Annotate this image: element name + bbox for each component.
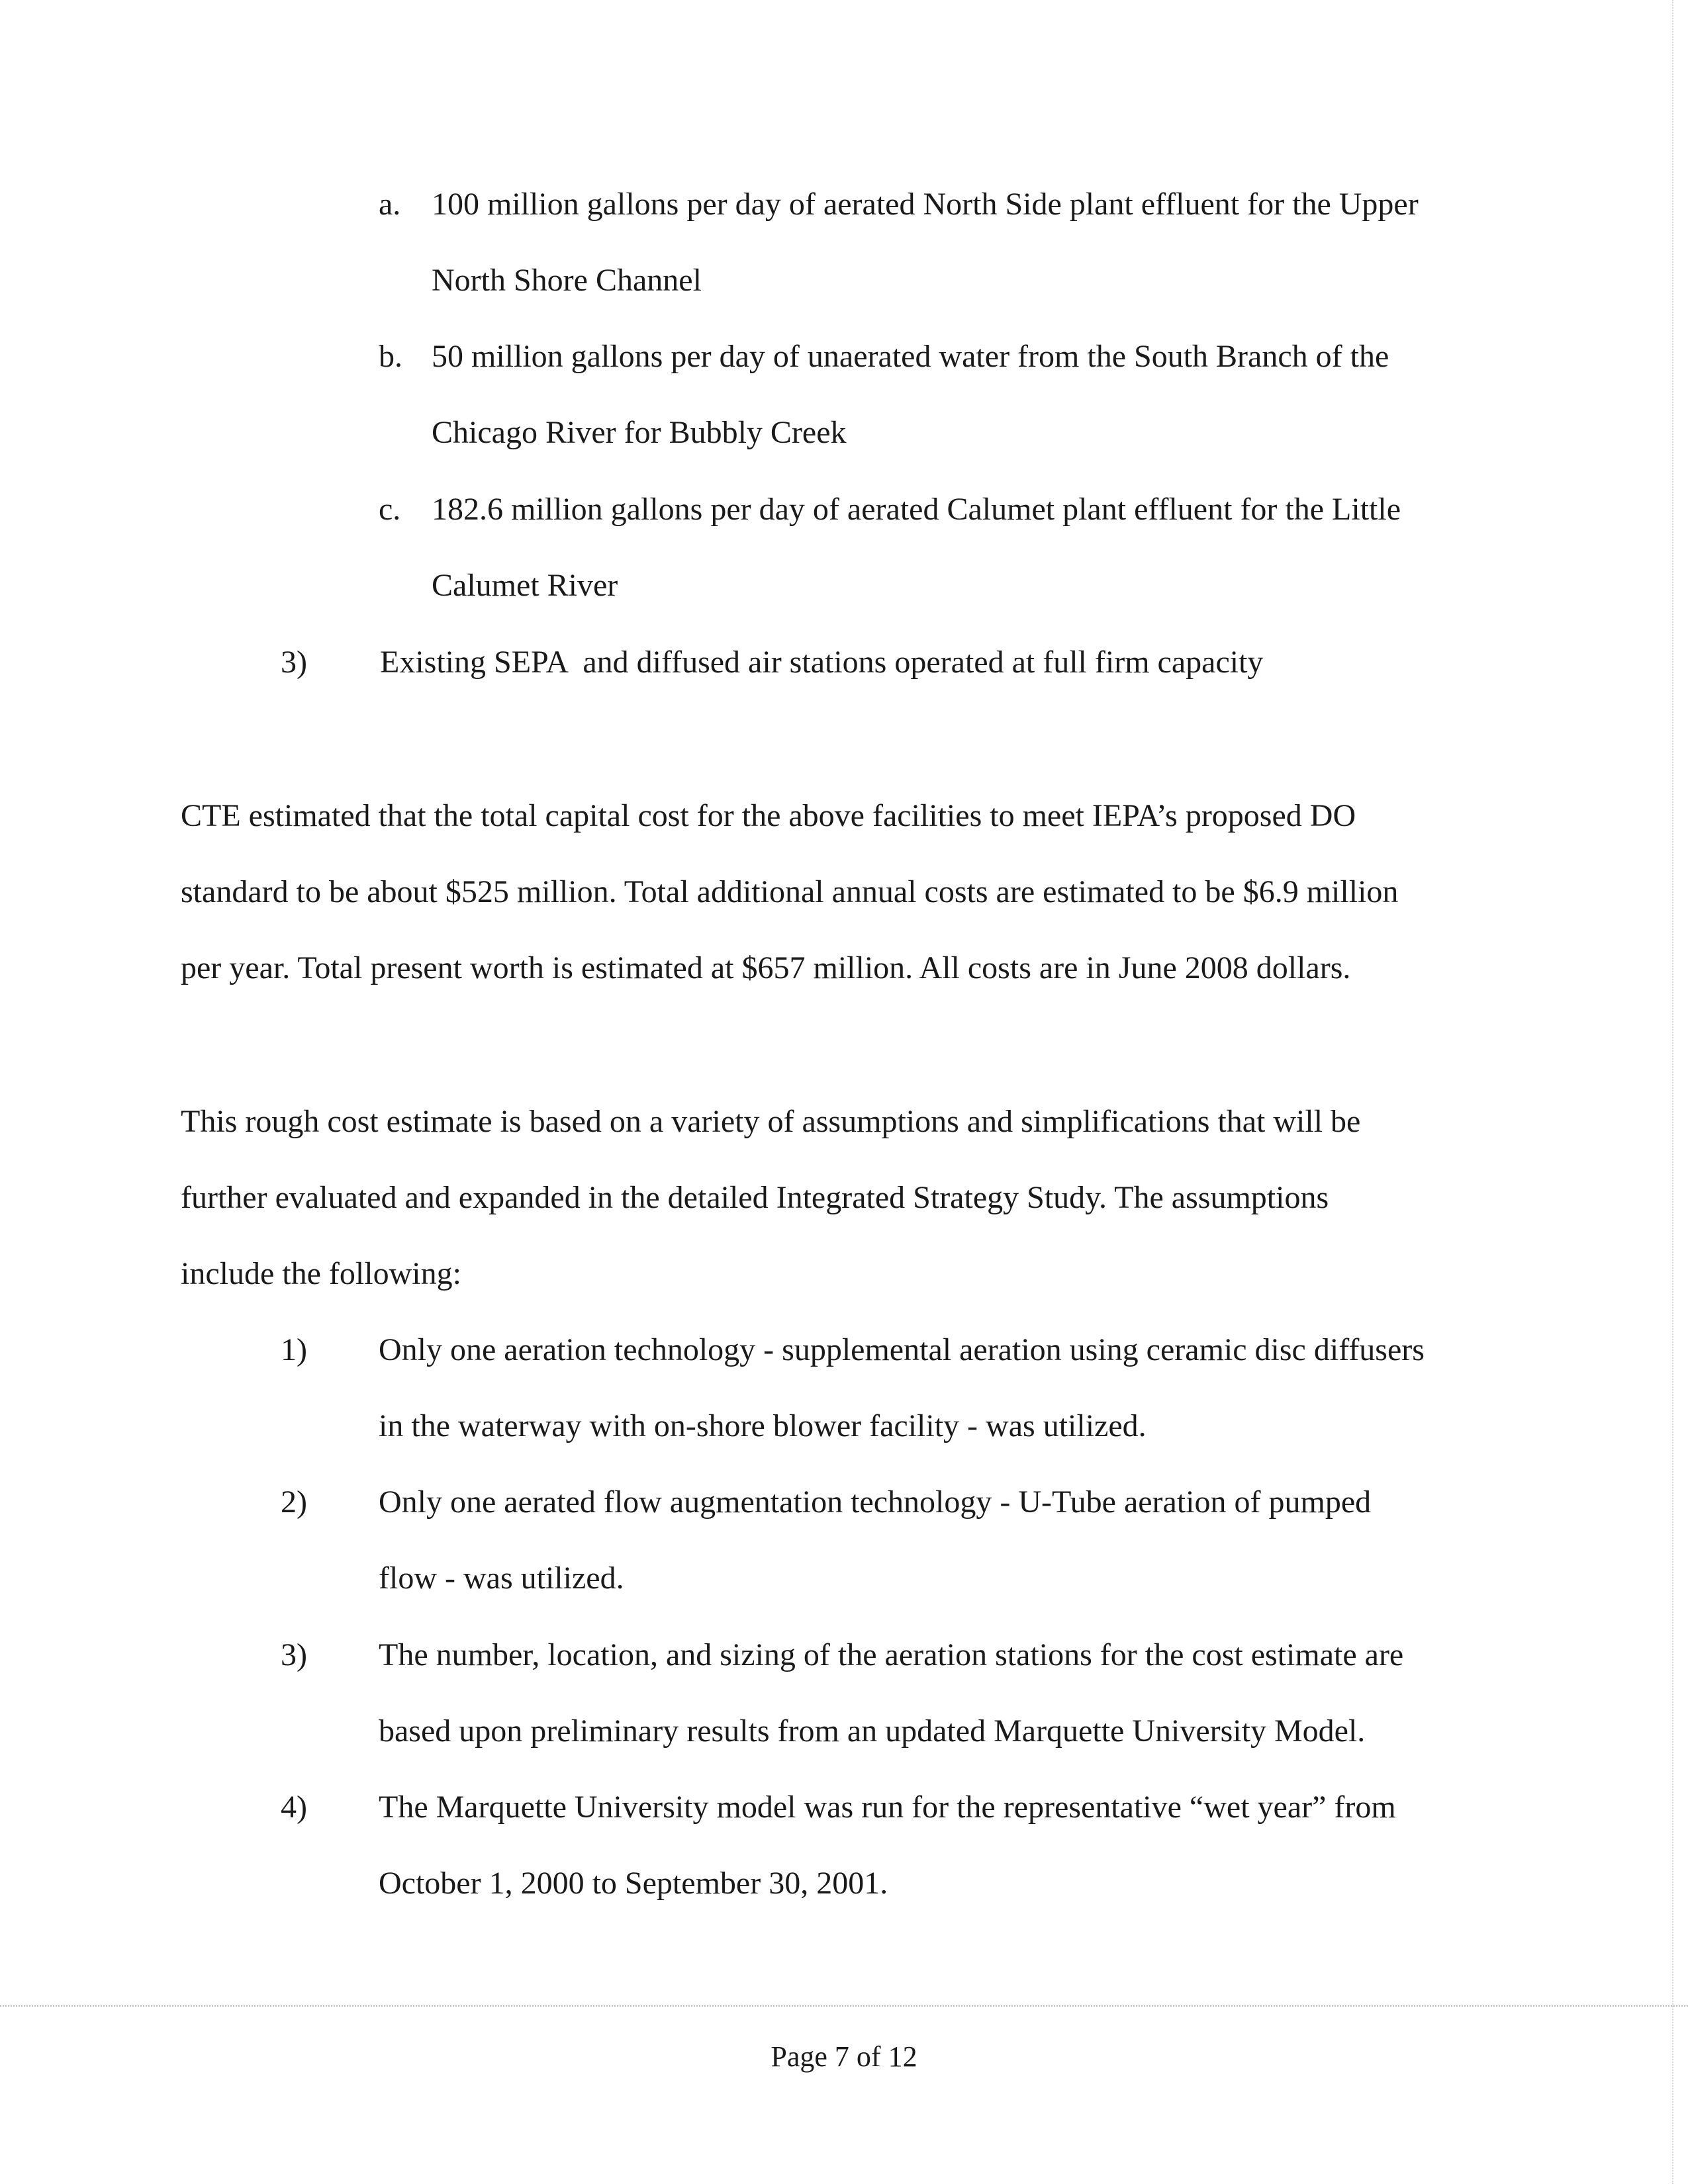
list-item-a-line-2: North Shore Channel xyxy=(432,263,702,298)
assumption-3-line-2: based upon preliminary results from an updated Marquette University Model. xyxy=(379,1713,1366,1749)
footer-divider xyxy=(0,2005,1688,2007)
assumption-marker-3: 3) xyxy=(281,1637,307,1672)
assumption-2-line-2: flow - was utilized. xyxy=(379,1561,624,1596)
assumption-3-line-1: The number, location, and sizing of the aeration stations for the cost estimate are xyxy=(379,1637,1404,1672)
assumption-marker-4: 4) xyxy=(281,1790,307,1825)
assumption-2-line-1: Only one aerated flow augmentation technology - U-Tube aeration of pumped xyxy=(379,1484,1372,1520)
assumption-marker-1: 1) xyxy=(281,1332,307,1367)
paragraph-1-line-3: per year. Total present worth is estimated at $657 million. All costs are in June 2008 dollars. xyxy=(181,950,1351,985)
assumption-marker-2: 2) xyxy=(281,1484,307,1520)
list-item-c-line-1: 182.6 million gallons per day of aerated Calumet plant effluent for the Little xyxy=(432,492,1401,527)
paragraph-1-line-1: CTE estimated that the total capital cost for the above facilities to meet IEPA’s proposed DO xyxy=(181,798,1356,833)
paragraph-1-line-2: standard to be about $525 million. Total additional annual costs are estimated to be $6.9 million xyxy=(181,874,1399,909)
assumption-1-line-1: Only one aeration technology - supplemental aeration using ceramic disc diffusers xyxy=(379,1332,1425,1367)
list-item-b-line-1: 50 million gallons per day of unaerated water from the South Branch of the xyxy=(432,339,1389,374)
scan-edge-line xyxy=(1672,0,1673,2184)
list-marker-b: b. xyxy=(379,339,402,374)
list-marker-3: 3) xyxy=(281,645,307,680)
list-item-c-line-2: Calumet River xyxy=(432,568,618,603)
paragraph-2-line-1: This rough cost estimate is based on a variety of assumptions and simplifications that will be xyxy=(181,1104,1361,1139)
list-marker-c: c. xyxy=(379,492,401,527)
list-item-b-line-2: Chicago River for Bubbly Creek xyxy=(432,415,847,450)
paragraph-2-line-3: include the following: xyxy=(181,1256,461,1291)
assumption-4-line-1: The Marquette University model was run for the representative “wet year” from xyxy=(379,1790,1396,1825)
list-item-a-line-1: 100 million gallons per day of aerated North Side plant effluent for the Upper xyxy=(432,187,1419,222)
list-item-3-text: Existing SEPA and diffused air stations operated at full firm capacity xyxy=(380,645,1264,680)
paragraph-2-line-2: further evaluated and expanded in the detailed Integrated Strategy Study. The assumptions xyxy=(181,1180,1329,1215)
page-number: Page 7 of 12 xyxy=(771,2040,917,2073)
assumption-4-line-2: October 1, 2000 to September 30, 2001. xyxy=(379,1866,888,1901)
assumption-1-line-2: in the waterway with on-shore blower facility - was utilized. xyxy=(379,1408,1147,1443)
list-marker-a: a. xyxy=(379,187,401,222)
